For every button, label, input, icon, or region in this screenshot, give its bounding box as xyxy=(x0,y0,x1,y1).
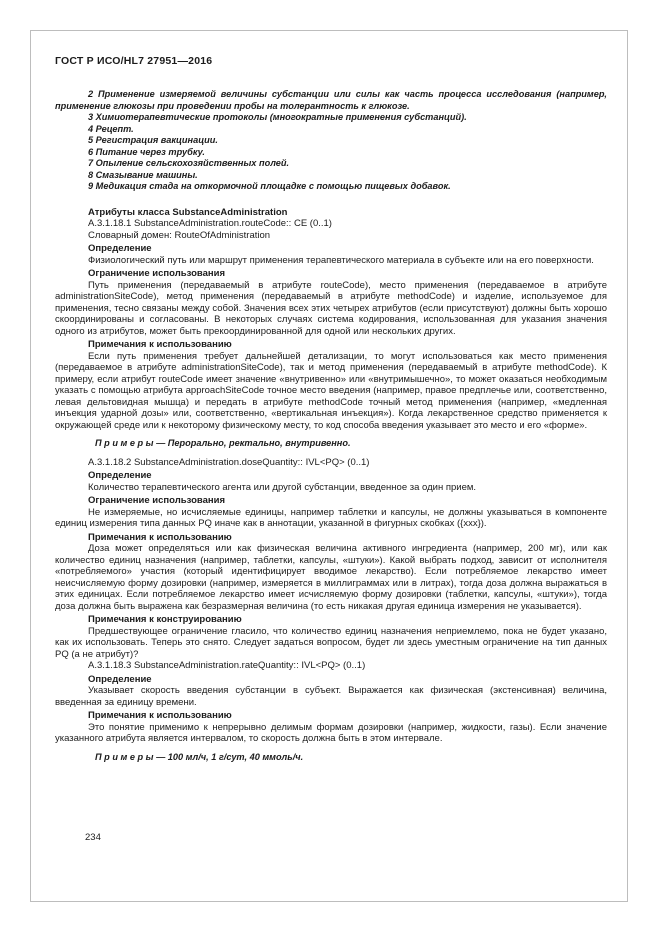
section-heading: Примечания к конструированию xyxy=(88,614,242,625)
section-heading: Определение xyxy=(88,673,152,685)
attribute-line: А.3.1.18.1 SubstanceAdministration.routeCode:: CE (0..1) xyxy=(88,218,332,229)
attribute-line: А.3.1.18.3 SubstanceAdministration.rateQuantity:: IVL<PQ> (0..1) xyxy=(88,660,366,671)
paragraph: Физиологический путь или маршрут применения терапевтического материала в субъекте или на его поверхности. xyxy=(88,254,594,266)
example-list-item: 6 Питание через трубку. xyxy=(88,146,205,157)
example-line: П р и м е р ы — 100 мл/ч, 1 г/сут, 40 ммоль/ч. xyxy=(95,751,304,762)
section-heading: Атрибуты класса SubstanceAdministration xyxy=(88,206,288,218)
example-list-item: 8 Смазывание машины. xyxy=(88,169,198,180)
section-heading: Ограничение использования xyxy=(88,495,226,506)
example-list-item: 2 Применение измеряемой величины субстанции или силы как часть процесса исследования (например, применение глюкозы при проведении пробы на толерантность к глюкозе. xyxy=(55,89,607,111)
paragraph: Если путь применения требует дальнейшей детализации, то могут использоваться как место применения (передаваемое в атрибуте administrationSiteCode), так и метод применения (передаваемый в атрибуте methodCode). К примеру, если атрибут routeCode имеет значение «внутривенно» или «внутримышечно», то может оказаться необходимым указать с помощью атрибута approachSiteCode точное место введения (например, правое предплечье или, соответственно, левая дельтовидная мышца) и передать в атрибуте methodCode точный метод применения (например, «медленная инъекция ударной дозы» или, соответственно, «вертикальная инъекция»). Когда лекарственное средство применяется к окружающей среде или к некоторому физическому месту, то код способа введения указывает это место и его «форме». xyxy=(55,350,607,431)
document-header: ГОСТ Р ИСО/HL7 27951—2016 xyxy=(55,55,213,67)
paragraph: Это понятие применимо к непрерывно делимым формам дозировки (например, жидкости, газы). Если значение указанного атрибута является интервалом, то скорость должна быть в этом интервале. xyxy=(55,721,607,744)
section-heading: Примечания к использованию xyxy=(88,531,232,543)
paragraph: Предшествующее ограничение гласило, что количество единиц назначения неприемлемо, пока не будет указано, как их использовать. Теперь это снято. Следует задаться вопросом, будет ли здесь уместным ограничение на тип данных PQ (а не атрибут)? xyxy=(55,625,607,660)
page-number: 234 xyxy=(85,832,101,843)
paragraph: Доза может определяться или как физическая величина активного ингредиента (например, 200 мг), или как количество единиц назначения (например, таблетки, капсулы, «штуки»). Какой выбрать подход, зависит от исполнителя «потребляемого» участия (который идентифицирует вводимое лекарство). Если потребляемое лекарство имеет неисчисляемую форму дозировки (например, измеряется в миллиграммах или в литрах), тогда доза должна выражаться в этих единицах. Если потребляемое лекарство имеет исчисляемую форму дозировки (таблетки, капсулы, «штуки»), тогда доза должна быть выражена как безразмерная величина (то есть никакая другая единица измерения не указывается). xyxy=(55,543,607,612)
document-content xyxy=(55,89,607,763)
paragraph: Не измеряемые, но исчисляемые единицы, например таблетки и капсулы, не должны указываться в компоненте единиц измерения типа данных PQ иначе как в аннотации, указанной в фигурных скобках ({ххх}). xyxy=(55,506,607,529)
example-list-item: 3 Химиотерапевтические протоколы (многократные применения субстанций). xyxy=(88,112,467,122)
section-heading: Определение xyxy=(88,243,152,254)
paragraph: Количество терапевтического агента или другой субстанции, введенное за один прием. xyxy=(88,481,477,493)
paragraph: Путь применения (передаваемый в атрибуте routeCode), место применения (передаваемое в атрибуте administrationSiteCode), метод применения (передаваемый в атрибуте methodCode) и изделие, используемое для применения, тесно связаны между собой. Значения всех этих четырех атрибутов (если присутствуют) должны быть хорошо скоординированы и согласованы. В некоторых случаях система кодирования, использованная для указания значения одного из атрибутов, может быть прекоординированной для одной или нескольких других. xyxy=(55,279,607,337)
vocab-domain-line: Словарный домен: RouteOfAdministration xyxy=(88,229,271,241)
section-heading: Примечания к использованию xyxy=(88,339,232,350)
example-list-item: 5 Регистрация вакцинации. xyxy=(88,135,218,145)
example-list-item: 7 Опыление сельскохозяйственных полей. xyxy=(88,158,290,168)
example-list-item: 9 Медикация стада на откормочной площадке с помощью пищевых добавок. xyxy=(88,181,451,191)
page-border-frame xyxy=(30,30,628,902)
example-list-item: 4 Рецепт. xyxy=(88,123,134,134)
paragraph: Указывает скорость введения субстанции в субъект. Выражается как физическая (экстенсивная) величина, введенная за единицу времени. xyxy=(55,685,607,708)
example-line: П р и м е р ы — Перорально, ректально, внутривенно. xyxy=(95,438,351,448)
attribute-line: А.3.1.18.2 SubstanceAdministration.doseQuantity:: IVL<PQ> (0..1) xyxy=(88,456,370,468)
section-heading: Определение xyxy=(88,470,152,481)
section-heading: Примечания к использованию xyxy=(88,710,232,721)
section-heading: Ограничение использования xyxy=(88,268,226,279)
